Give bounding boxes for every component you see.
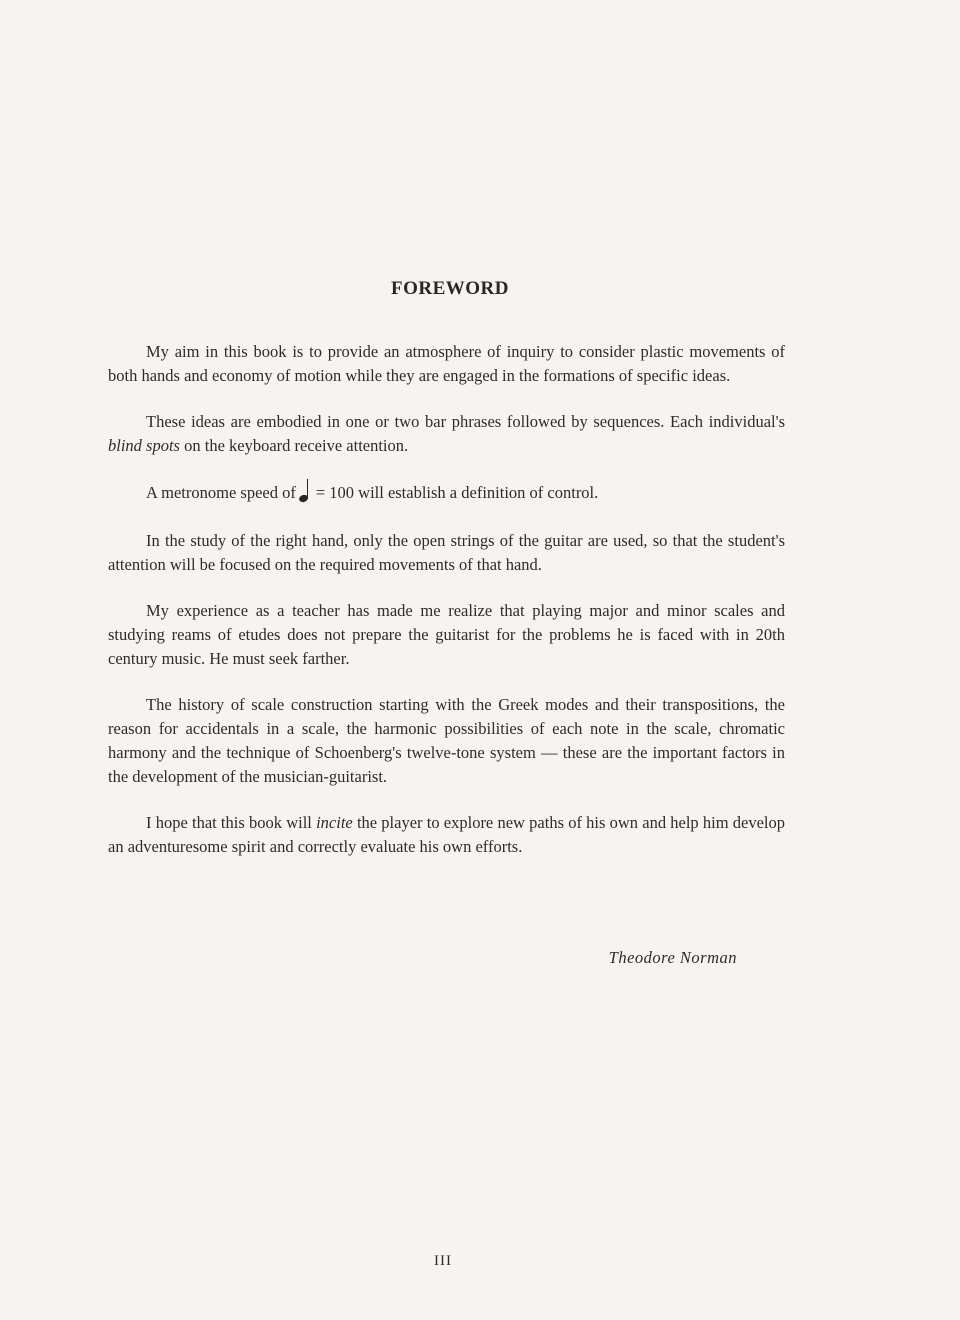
paragraph-ideas-text-end: on the keyboard receive attention. (179, 436, 409, 455)
paragraph-hope (108, 811, 785, 859)
quarter-note-icon (298, 480, 312, 502)
page-number: III (434, 1253, 452, 1269)
paragraph-scale-history: The history of scale construction starting with the Greek modes and their transpositions, the reason for accidentals in a scale, the harmonic possibilities of each note in the scale, chromatic harmony and the technique of Schoenberg's twelve-tone system — these are the important factors in the development of the musician-guitarist. (108, 695, 785, 786)
author-signature: Theodore Norman (608, 948, 737, 967)
paragraph-experience: My experience as a teacher has made me realize that playing major and minor scales and studying reams of etudes does not prepare the guitarist for the problems he is faced with in 20th century music. He must seek farther. (108, 601, 785, 668)
page-title: FOREWORD (391, 278, 509, 299)
paragraph-right-hand: In the study of the right hand, only the open strings of the guitar are used, so that the student's attention will be focused on the required movements of that hand. (108, 531, 785, 574)
incite-emphasis: incite (316, 813, 353, 832)
paragraph-ideas (108, 410, 785, 458)
paragraph-hope-text-end: the player to explore new paths of his own and help him develop an adventuresome spirit and correctly evaluate his own efforts. (108, 813, 785, 856)
blind-spots-emphasis: blind spots (108, 436, 180, 455)
metronome-text-end: = 100 will establish a definition of control. (315, 483, 599, 502)
metronome-text-start: A metronome speed of (146, 483, 296, 502)
paragraph-aim: My aim in this book is to provide an atmosphere of inquiry to consider plastic movements of both hands and economy of motion while they are engaged in the formations of specific ideas. (108, 342, 785, 385)
paragraph-ideas-text-start: These ideas are embodied in one or two bar phrases followed by sequences. Each individual's (146, 412, 785, 431)
foreword-body (108, 340, 785, 881)
paragraph-hope-text-start: I hope that this book will (146, 813, 317, 832)
paragraph-metronome (108, 480, 785, 505)
